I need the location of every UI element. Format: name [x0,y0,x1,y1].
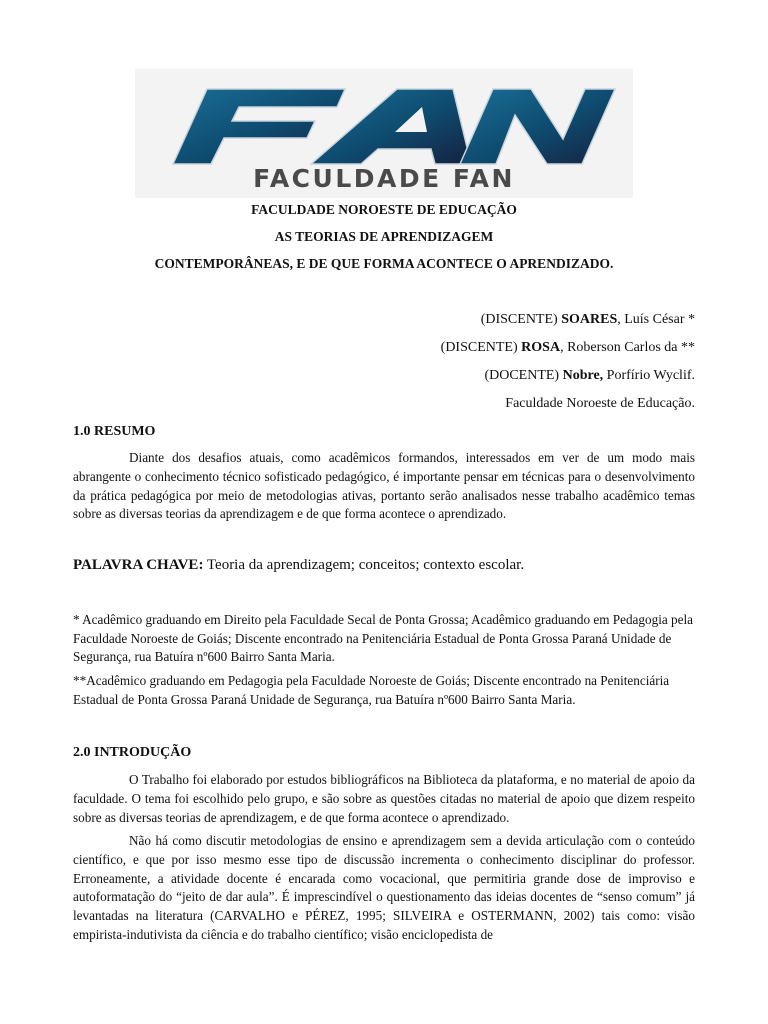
author-3-role: (DOCENTE) [484,368,560,383]
logo-graphic [135,69,633,198]
resumo-text: Diante dos desafios atuais, como acadêmicos formandos, interessados em ver de um modo mais abrangente o conhecimento técnico sofisticado pedagógico, é importante pensar em técnicas para o desenvolvimento da prática pedagógica por meio de metodologias ativas, portanto serão analisados nesse trabalho acadêmico temas sobre as diversas teorias da aprendizagem e de que forma acontece o aprendizado. [73,450,695,522]
resumo-heading: 1.0 RESUMO [73,424,156,439]
introducao-paragraph-2 [73,832,695,945]
introducao-paragraph-1 [73,771,695,827]
keywords-text: Teoria da aprendizagem; conceitos; contexto escolar. [203,557,525,573]
author-3-name: Porfírio Wyclif. [603,368,695,383]
introducao-p1-text: O Trabalho foi elaborado por estudos bibliográficos na Biblioteca da plataforma, e no material de apoio da faculdade. O tema foi escolhido pelo grupo, e são sobre as questões citadas no material de apoio que dizem respeito sobre as diversas teorias de aprendizagem, e de que forma acontece o aprendizado. [73,772,695,825]
keywords-label: PALAVRA CHAVE: [73,557,204,573]
keywords [73,557,524,574]
institution-name: FACULDADE NOROESTE DE EDUCAÇÃO [251,202,517,217]
author-1-name: , Luís César * [617,312,695,327]
author-2-role: (DISCENTE) [440,340,518,355]
title-line-1: AS TEORIAS DE APRENDIZAGEM [274,229,494,244]
footnote-2: **Acadêmico graduando em Pedagogia pela Faculdade Noroeste de Goiás; Discente encontrado na Penitenciária Estadual de Ponta Grossa Paraná Unidade de Segurança, rua Batuíra nº600 Bairro Santa Maria. [73,673,670,707]
author-2-name: , Roberson Carlos da ** [560,340,695,355]
resumo-paragraph [73,449,695,524]
introducao-p2-text: Não há como discutir metodologias de ensino e aprendizagem sem a devida articulação com o conteúdo científico, e que por isso mesmo esse tipo de discussão incrementa o conhecimento disciplinar do professor. Erroneamente, a atividade docente é encarada como vocacional, que permitiria grande dose de improviso e autoformatação do “jeito de dar aula”. É imprescindível o questionamento das ideias docentes de “senso comum” já levantadas na literatura (CARVALHO e PÉREZ, 1995; SILVEIRA e OSTERMANN, 2002) tais como: visão empirista-indutivista da ciência e do trabalho científico; visão enciclopedista de [73,833,695,942]
author-2 [441,340,695,356]
logo-letter-f [173,89,345,164]
author-1-surname: SOARES [561,312,618,327]
footnote-1: * Acadêmico graduando em Direito pela Faculdade Secal de Ponta Grossa; Acadêmico graduando em Pedagogia pela Faculdade Noroeste de Goiás; Discente encontrado na Penitenciária Estadual de Ponta Grossa Paraná Unidade de Segurança, rua Batuíra nº600 Bairro Santa Maria. [73,612,693,664]
author-3-surname: Nobre, [562,368,604,383]
author-1-role: (DISCENTE) [480,312,558,327]
logo-name: FACULDADE FAN [253,164,515,193]
author-2-surname: ROSA [521,340,561,355]
logo-letter-n [460,89,615,164]
affiliation: Faculdade Noroeste de Educação. [505,396,695,411]
faculdade-fan-logo [135,69,633,198]
author-3 [484,368,695,384]
introducao-heading: 2.0 INTRODUÇÃO [73,745,192,760]
title-line-2: CONTEMPORÂNEAS, E DE QUE FORMA ACONTECE O APRENDIZADO. [154,256,614,271]
author-1 [481,312,695,328]
